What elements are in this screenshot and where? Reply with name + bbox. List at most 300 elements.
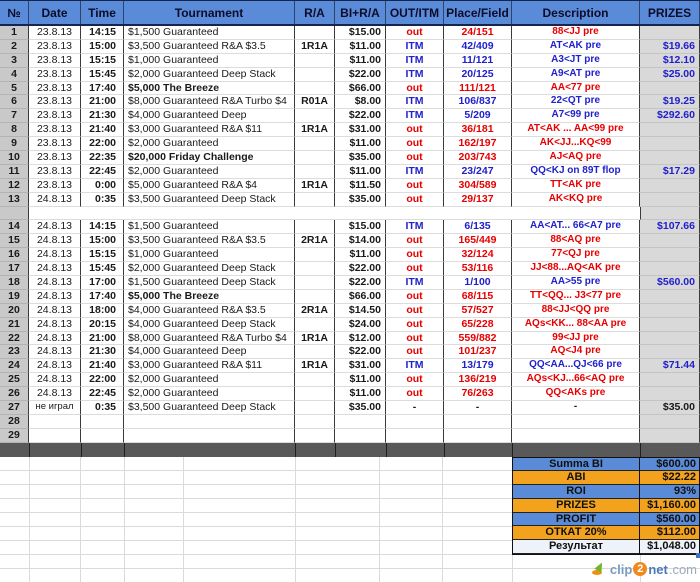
tournament-cell[interactable]: $20,000 Friday Challenge <box>124 151 295 165</box>
prize-cell[interactable] <box>640 179 700 193</box>
prize-cell[interactable] <box>640 429 700 443</box>
time-cell[interactable]: 21:40 <box>81 359 124 373</box>
tournament-cell[interactable]: $2,000 Guaranteed <box>124 137 295 151</box>
place-field-cell[interactable]: 101/237 <box>444 345 512 359</box>
row-number-cell[interactable]: 14 <box>0 220 29 234</box>
prize-cell[interactable] <box>640 332 700 346</box>
time-cell[interactable]: 17:00 <box>81 276 124 290</box>
out-itm-cell[interactable]: ITM <box>386 68 444 82</box>
description-cell[interactable]: TT<AK pre <box>512 179 640 193</box>
prize-cell[interactable] <box>640 318 700 332</box>
row-number-cell[interactable]: 20 <box>0 304 29 318</box>
tournament-cell[interactable]: $8,000 Guaranteed R&A Turbo $4 <box>124 95 295 109</box>
time-cell[interactable]: 15:15 <box>81 248 124 262</box>
place-field-cell[interactable]: 53/116 <box>444 262 512 276</box>
row-number-cell[interactable]: 17 <box>0 262 29 276</box>
tournament-cell[interactable]: $2,000 Guaranteed Deep Stack <box>124 68 295 82</box>
date-cell[interactable]: 24.8.13 <box>29 387 81 401</box>
out-itm-cell[interactable]: out <box>386 332 444 346</box>
prize-cell[interactable]: $35.00 <box>640 401 700 415</box>
out-itm-cell[interactable]: out <box>386 179 444 193</box>
row-number-cell[interactable]: 19 <box>0 290 29 304</box>
place-field-cell[interactable]: 203/743 <box>444 151 512 165</box>
buyin-cell[interactable]: $11.00 <box>335 248 386 262</box>
place-field-cell[interactable]: 13/179 <box>444 359 512 373</box>
out-itm-cell[interactable]: ITM <box>386 165 444 179</box>
summary-value-cell[interactable]: $22.22 <box>640 471 699 485</box>
time-cell[interactable]: 15:15 <box>81 54 124 68</box>
place-field-cell[interactable]: 11/121 <box>444 54 512 68</box>
tournament-cell[interactable]: $1,500 Guaranteed <box>124 220 295 234</box>
prize-cell[interactable] <box>640 123 700 137</box>
summary-value-cell[interactable]: $600.00 <box>640 458 699 472</box>
date-cell[interactable]: 23.8.13 <box>29 109 81 123</box>
buyin-cell[interactable]: $31.00 <box>335 123 386 137</box>
description-cell[interactable]: JJ<88...AQ<AK pre <box>512 262 640 276</box>
out-itm-cell[interactable]: out <box>386 262 444 276</box>
time-cell[interactable]: 21:30 <box>81 345 124 359</box>
date-cell[interactable]: 23.8.13 <box>29 68 81 82</box>
date-cell[interactable]: 23.8.13 <box>29 179 81 193</box>
out-itm-cell[interactable]: out <box>386 373 444 387</box>
time-cell[interactable]: 22:45 <box>81 387 124 401</box>
header-cell-time[interactable]: Time <box>81 1 124 24</box>
time-cell[interactable] <box>81 429 124 443</box>
date-cell[interactable]: 23.8.13 <box>29 165 81 179</box>
rebuy-addon-cell[interactable] <box>295 193 335 207</box>
rebuy-addon-cell[interactable] <box>295 220 335 234</box>
row-number-cell[interactable]: 15 <box>0 234 29 248</box>
prize-cell[interactable] <box>640 26 700 40</box>
date-cell[interactable]: не играл <box>29 401 81 415</box>
description-cell[interactable]: AT<AK pre <box>512 40 640 54</box>
time-cell[interactable]: 0:35 <box>81 401 124 415</box>
time-cell[interactable]: 17:40 <box>81 290 124 304</box>
rebuy-addon-cell[interactable] <box>295 318 335 332</box>
description-cell[interactable]: 88<JJ<QQ pre <box>512 304 640 318</box>
prize-cell[interactable] <box>640 207 700 221</box>
tournament-cell[interactable]: $5,000 The Breeze <box>124 82 295 96</box>
buyin-cell[interactable]: $24.00 <box>335 318 386 332</box>
tournament-cell[interactable]: $4,000 Guaranteed Deep <box>124 109 295 123</box>
buyin-cell[interactable]: $12.00 <box>335 332 386 346</box>
place-field-cell[interactable] <box>444 415 512 429</box>
prize-cell[interactable]: $19.25 <box>640 95 700 109</box>
out-itm-cell[interactable]: out <box>386 151 444 165</box>
out-itm-cell[interactable]: ITM <box>386 359 444 373</box>
tournament-cell[interactable]: $3,500 Guaranteed Deep Stack <box>124 401 295 415</box>
date-cell[interactable]: 24.8.13 <box>29 248 81 262</box>
place-field-cell[interactable]: 42/409 <box>444 40 512 54</box>
out-itm-cell[interactable]: out <box>386 193 444 207</box>
description-cell[interactable]: - <box>512 401 640 415</box>
description-cell[interactable]: TT<QQ... J3<77 pre <box>512 290 640 304</box>
prize-cell[interactable]: $292.60 <box>640 109 700 123</box>
summary-label-cell[interactable]: ABI <box>513 471 640 485</box>
place-field-cell[interactable]: 5/209 <box>444 109 512 123</box>
buyin-cell[interactable]: $11.00 <box>335 137 386 151</box>
rebuy-addon-cell[interactable] <box>295 262 335 276</box>
clip2net-watermark[interactable] <box>592 562 697 577</box>
date-cell[interactable]: 24.8.13 <box>29 276 81 290</box>
time-cell[interactable] <box>81 415 124 429</box>
row-number-cell[interactable]: 5 <box>0 82 29 96</box>
rebuy-addon-cell[interactable] <box>295 373 335 387</box>
rebuy-addon-cell[interactable]: 1R1A <box>295 123 335 137</box>
description-cell[interactable]: 22<QT pre <box>512 95 640 109</box>
prize-cell[interactable] <box>640 387 700 401</box>
row-number-cell[interactable]: 23 <box>0 345 29 359</box>
buyin-cell[interactable]: $11.00 <box>335 373 386 387</box>
summary-value-cell[interactable]: $112.00 <box>640 526 699 540</box>
out-itm-cell[interactable]: out <box>386 82 444 96</box>
summary-value-cell[interactable]: $1,160.00 <box>640 499 699 513</box>
buyin-cell[interactable]: $14.00 <box>335 234 386 248</box>
prize-cell[interactable] <box>640 151 700 165</box>
tournament-cell[interactable]: $4,000 Guaranteed Deep <box>124 345 295 359</box>
prize-cell[interactable]: $560.00 <box>640 276 700 290</box>
place-field-cell[interactable]: 29/137 <box>444 193 512 207</box>
out-itm-cell[interactable]: ITM <box>386 54 444 68</box>
rebuy-addon-cell[interactable]: 2R1A <box>295 304 335 318</box>
tournament-cell[interactable]: $4,000 Guaranteed R&A $3.5 <box>124 304 295 318</box>
prize-cell[interactable]: $19.66 <box>640 40 700 54</box>
buyin-cell[interactable]: $14.50 <box>335 304 386 318</box>
row-number-cell[interactable]: 11 <box>0 165 29 179</box>
out-itm-cell[interactable]: out <box>386 234 444 248</box>
tournament-cell[interactable] <box>124 415 295 429</box>
out-itm-cell[interactable]: ITM <box>386 109 444 123</box>
time-cell[interactable]: 0:35 <box>81 193 124 207</box>
time-cell[interactable]: 18:00 <box>81 304 124 318</box>
tournament-cell[interactable] <box>124 429 295 443</box>
prize-cell[interactable] <box>640 137 700 151</box>
summary-value-cell[interactable]: $560.00 <box>640 513 699 527</box>
out-itm-cell[interactable]: out <box>386 123 444 137</box>
tournament-cell[interactable]: $3,000 Guaranteed R&A $11 <box>124 123 295 137</box>
date-cell[interactable]: 24.8.13 <box>29 290 81 304</box>
row-number-cell[interactable]: 21 <box>0 318 29 332</box>
summary-label-cell[interactable]: PROFIT <box>513 513 640 527</box>
time-cell[interactable]: 21:00 <box>81 95 124 109</box>
place-field-cell[interactable]: 136/219 <box>444 373 512 387</box>
date-cell[interactable]: 24.8.13 <box>29 262 81 276</box>
buyin-cell[interactable]: $31.00 <box>335 359 386 373</box>
row-number-cell[interactable]: 4 <box>0 68 29 82</box>
place-field-cell[interactable] <box>444 429 512 443</box>
time-cell[interactable]: 15:45 <box>81 262 124 276</box>
row-number-cell[interactable] <box>0 207 29 221</box>
place-field-cell[interactable]: 559/882 <box>444 332 512 346</box>
row-number-cell[interactable]: 18 <box>0 276 29 290</box>
description-cell[interactable] <box>512 415 640 429</box>
place-field-cell[interactable]: 68/115 <box>444 290 512 304</box>
description-cell[interactable]: AA<77 pre <box>512 82 640 96</box>
header-cell-description[interactable]: Description <box>512 1 640 24</box>
rebuy-addon-cell[interactable] <box>295 54 335 68</box>
buyin-cell[interactable]: $22.00 <box>335 68 386 82</box>
description-cell[interactable]: A9<AT pre <box>512 68 640 82</box>
out-itm-cell[interactable]: out <box>386 290 444 304</box>
buyin-cell[interactable]: $22.00 <box>335 109 386 123</box>
buyin-cell[interactable]: $22.00 <box>335 262 386 276</box>
rebuy-addon-cell[interactable] <box>295 82 335 96</box>
prize-cell[interactable]: $71.44 <box>640 359 700 373</box>
buyin-cell[interactable]: $22.00 <box>335 276 386 290</box>
rebuy-addon-cell[interactable]: 1R1A <box>295 332 335 346</box>
place-field-cell[interactable]: 162/197 <box>444 137 512 151</box>
row-number-cell[interactable]: 27 <box>0 401 29 415</box>
rebuy-addon-cell[interactable] <box>295 137 335 151</box>
header-cell-tournament[interactable]: Tournament <box>124 1 295 24</box>
tournament-cell[interactable]: $3,500 Guaranteed Deep Stack <box>124 193 295 207</box>
empty-cell[interactable] <box>29 207 640 221</box>
description-cell[interactable]: 99<JJ pre <box>512 332 640 346</box>
description-cell[interactable]: AQs<KJ...66<AQ pre <box>512 373 640 387</box>
header-cell-date[interactable]: Date <box>29 1 81 24</box>
out-itm-cell[interactable]: ITM <box>386 40 444 54</box>
date-cell[interactable]: 23.8.13 <box>29 123 81 137</box>
tournament-cell[interactable]: $3,500 Guaranteed R&A $3.5 <box>124 40 295 54</box>
rebuy-addon-cell[interactable] <box>295 290 335 304</box>
date-cell[interactable]: 24.8.13 <box>29 318 81 332</box>
out-itm-cell[interactable]: ITM <box>386 220 444 234</box>
time-cell[interactable]: 21:30 <box>81 109 124 123</box>
buyin-cell[interactable]: $35.00 <box>335 151 386 165</box>
row-number-cell[interactable]: 10 <box>0 151 29 165</box>
place-field-cell[interactable]: 57/527 <box>444 304 512 318</box>
place-field-cell[interactable]: 1/100 <box>444 276 512 290</box>
date-cell[interactable]: 24.8.13 <box>29 332 81 346</box>
out-itm-cell[interactable]: out <box>386 345 444 359</box>
tournament-cell[interactable]: $2,000 Guaranteed <box>124 165 295 179</box>
out-itm-cell[interactable]: ITM <box>386 95 444 109</box>
date-cell[interactable]: 24.8.13 <box>29 220 81 234</box>
time-cell[interactable]: 15:45 <box>81 68 124 82</box>
row-number-cell[interactable]: 6 <box>0 95 29 109</box>
description-cell[interactable]: 88<JJ pre <box>512 26 640 40</box>
buyin-cell[interactable]: $11.00 <box>335 40 386 54</box>
prize-cell[interactable] <box>640 248 700 262</box>
out-itm-cell[interactable]: out <box>386 248 444 262</box>
description-cell[interactable]: QQ<AKs pre <box>512 387 640 401</box>
header-cell-buyin[interactable]: BI+R/A <box>335 1 386 24</box>
tournament-cell[interactable]: $2,000 Guaranteed <box>124 373 295 387</box>
row-number-cell[interactable]: 24 <box>0 359 29 373</box>
row-number-cell[interactable]: 29 <box>0 429 29 443</box>
header-cell-number[interactable]: № <box>0 1 29 24</box>
out-itm-cell[interactable] <box>386 429 444 443</box>
row-number-cell[interactable]: 1 <box>0 26 29 40</box>
place-field-cell[interactable]: 65/228 <box>444 318 512 332</box>
time-cell[interactable]: 21:40 <box>81 123 124 137</box>
prize-cell[interactable] <box>640 345 700 359</box>
summary-value-cell[interactable]: $1,048.00 <box>640 540 699 554</box>
summary-value-cell[interactable]: 93% <box>640 485 699 499</box>
buyin-cell[interactable]: $15.00 <box>335 220 386 234</box>
place-field-cell[interactable]: - <box>444 401 512 415</box>
buyin-cell[interactable]: $11.00 <box>335 54 386 68</box>
time-cell[interactable]: 17:40 <box>81 82 124 96</box>
rebuy-addon-cell[interactable] <box>295 68 335 82</box>
time-cell[interactable]: 22:00 <box>81 137 124 151</box>
tournament-cell[interactable]: $1,000 Guaranteed <box>124 248 295 262</box>
header-cell-out-itm[interactable]: OUT/ITM <box>386 1 444 24</box>
out-itm-cell[interactable]: out <box>386 137 444 151</box>
summary-label-cell[interactable]: PRIZES <box>513 499 640 513</box>
buyin-cell[interactable]: $66.00 <box>335 290 386 304</box>
out-itm-cell[interactable] <box>386 415 444 429</box>
row-number-cell[interactable]: 3 <box>0 54 29 68</box>
prize-cell[interactable] <box>640 290 700 304</box>
prize-cell[interactable]: $107.66 <box>640 220 700 234</box>
row-number-cell[interactable]: 9 <box>0 137 29 151</box>
row-number-cell[interactable]: 12 <box>0 179 29 193</box>
prize-cell[interactable]: $25.00 <box>640 68 700 82</box>
tournament-cell[interactable]: $2,000 Guaranteed Deep Stack <box>124 262 295 276</box>
prize-cell[interactable] <box>640 373 700 387</box>
place-field-cell[interactable]: 36/181 <box>444 123 512 137</box>
tournament-cell[interactable]: $3,000 Guaranteed R&A $11 <box>124 359 295 373</box>
tournament-cell[interactable]: $1,500 Guaranteed <box>124 26 295 40</box>
buyin-cell[interactable]: $66.00 <box>335 82 386 96</box>
row-number-cell[interactable]: 7 <box>0 109 29 123</box>
date-cell[interactable]: 23.8.13 <box>29 151 81 165</box>
buyin-cell[interactable]: $11.00 <box>335 165 386 179</box>
row-number-cell[interactable]: 13 <box>0 193 29 207</box>
date-cell[interactable]: 23.8.13 <box>29 40 81 54</box>
place-field-cell[interactable]: 6/135 <box>444 220 512 234</box>
row-number-cell[interactable]: 16 <box>0 248 29 262</box>
prize-cell[interactable] <box>640 82 700 96</box>
buyin-cell[interactable]: $22.00 <box>335 345 386 359</box>
place-field-cell[interactable]: 76/263 <box>444 387 512 401</box>
buyin-cell[interactable]: $35.00 <box>335 401 386 415</box>
prize-cell[interactable] <box>640 262 700 276</box>
time-cell[interactable]: 15:00 <box>81 234 124 248</box>
prize-cell[interactable]: $12.10 <box>640 54 700 68</box>
place-field-cell[interactable]: 111/121 <box>444 82 512 96</box>
prize-cell[interactable] <box>640 304 700 318</box>
place-field-cell[interactable]: 304/589 <box>444 179 512 193</box>
tournament-cell[interactable]: $1,000 Guaranteed <box>124 54 295 68</box>
tournament-cell[interactable]: $5,000 The Breeze <box>124 290 295 304</box>
tournament-cell[interactable]: $4,000 Guaranteed Deep Stack <box>124 318 295 332</box>
buyin-cell[interactable] <box>335 429 386 443</box>
date-cell[interactable]: 24.8.13 <box>29 193 81 207</box>
time-cell[interactable]: 22:45 <box>81 165 124 179</box>
rebuy-addon-cell[interactable] <box>295 276 335 290</box>
description-cell[interactable]: QQ<KJ on 89T flop <box>512 165 640 179</box>
time-cell[interactable]: 14:15 <box>81 220 124 234</box>
place-field-cell[interactable]: 20/125 <box>444 68 512 82</box>
time-cell[interactable]: 20:15 <box>81 318 124 332</box>
row-number-cell[interactable]: 8 <box>0 123 29 137</box>
date-cell[interactable]: 24.8.13 <box>29 345 81 359</box>
description-cell[interactable]: 88<AQ pre <box>512 234 640 248</box>
description-cell[interactable]: A3<JT pre <box>512 54 640 68</box>
rebuy-addon-cell[interactable]: 1R1A <box>295 179 335 193</box>
buyin-cell[interactable] <box>335 415 386 429</box>
header-cell-rebuy-addon[interactable]: R/A <box>295 1 335 24</box>
header-cell-place-field[interactable]: Place/Field <box>444 1 512 24</box>
place-field-cell[interactable]: 32/124 <box>444 248 512 262</box>
rebuy-addon-cell[interactable] <box>295 26 335 40</box>
rebuy-addon-cell[interactable]: R01A <box>295 95 335 109</box>
out-itm-cell[interactable]: out <box>386 387 444 401</box>
summary-label-cell[interactable]: ROI <box>513 485 640 499</box>
date-cell[interactable]: 23.8.13 <box>29 95 81 109</box>
description-cell[interactable] <box>512 429 640 443</box>
out-itm-cell[interactable]: - <box>386 401 444 415</box>
prize-cell[interactable]: $17.29 <box>640 165 700 179</box>
tournament-cell[interactable]: $1,500 Guaranteed Deep Stack <box>124 276 295 290</box>
date-cell[interactable]: 24.8.13 <box>29 359 81 373</box>
place-field-cell[interactable]: 165/449 <box>444 234 512 248</box>
date-cell[interactable]: 23.8.13 <box>29 137 81 151</box>
out-itm-cell[interactable]: out <box>386 304 444 318</box>
tournament-cell[interactable]: $3,500 Guaranteed R&A $3.5 <box>124 234 295 248</box>
row-number-cell[interactable]: 28 <box>0 415 29 429</box>
place-field-cell[interactable]: 24/151 <box>444 26 512 40</box>
date-cell[interactable] <box>29 429 81 443</box>
rebuy-addon-cell[interactable] <box>295 345 335 359</box>
prize-cell[interactable] <box>640 193 700 207</box>
rebuy-addon-cell[interactable]: 1R1A <box>295 40 335 54</box>
row-number-cell[interactable]: 26 <box>0 387 29 401</box>
tournament-cell[interactable]: $2,000 Guaranteed <box>124 387 295 401</box>
selection-handle[interactable] <box>696 553 700 558</box>
time-cell[interactable]: 22:00 <box>81 373 124 387</box>
time-cell[interactable]: 14:15 <box>81 26 124 40</box>
place-field-cell[interactable]: 23/247 <box>444 165 512 179</box>
time-cell[interactable]: 21:00 <box>81 332 124 346</box>
buyin-cell[interactable]: $15.00 <box>335 26 386 40</box>
rebuy-addon-cell[interactable] <box>295 248 335 262</box>
header-cell-prizes[interactable]: PRIZES <box>640 1 700 24</box>
description-cell[interactable]: AT<AK ... AA<99 pre <box>512 123 640 137</box>
rebuy-addon-cell[interactable] <box>295 151 335 165</box>
summary-label-cell[interactable]: Summa BI <box>513 458 640 472</box>
rebuy-addon-cell[interactable] <box>295 415 335 429</box>
description-cell[interactable]: AA<AT... 66<A7 pre <box>512 220 640 234</box>
description-cell[interactable]: AQ<J4 pre <box>512 345 640 359</box>
prize-cell[interactable] <box>640 415 700 429</box>
rebuy-addon-cell[interactable] <box>295 401 335 415</box>
rebuy-addon-cell[interactable]: 1R1A <box>295 359 335 373</box>
date-cell[interactable]: 24.8.13 <box>29 304 81 318</box>
buyin-cell[interactable]: $8.00 <box>335 95 386 109</box>
date-cell[interactable] <box>29 415 81 429</box>
buyin-cell[interactable]: $35.00 <box>335 193 386 207</box>
date-cell[interactable]: 23.8.13 <box>29 54 81 68</box>
row-number-cell[interactable]: 2 <box>0 40 29 54</box>
out-itm-cell[interactable]: out <box>386 318 444 332</box>
rebuy-addon-cell[interactable]: 2R1A <box>295 234 335 248</box>
date-cell[interactable]: 23.8.13 <box>29 82 81 96</box>
description-cell[interactable]: AQs<KK... 88<AA pre <box>512 318 640 332</box>
description-cell[interactable]: 77<QJ pre <box>512 248 640 262</box>
place-field-cell[interactable]: 106/837 <box>444 95 512 109</box>
description-cell[interactable]: AJ<AQ pre <box>512 151 640 165</box>
time-cell[interactable]: 15:00 <box>81 40 124 54</box>
rebuy-addon-cell[interactable] <box>295 429 335 443</box>
date-cell[interactable]: 24.8.13 <box>29 234 81 248</box>
row-number-cell[interactable]: 25 <box>0 373 29 387</box>
row-number-cell[interactable]: 22 <box>0 332 29 346</box>
description-cell[interactable]: QQ<AA...QJ<66 pre <box>512 359 640 373</box>
out-itm-cell[interactable]: out <box>386 26 444 40</box>
